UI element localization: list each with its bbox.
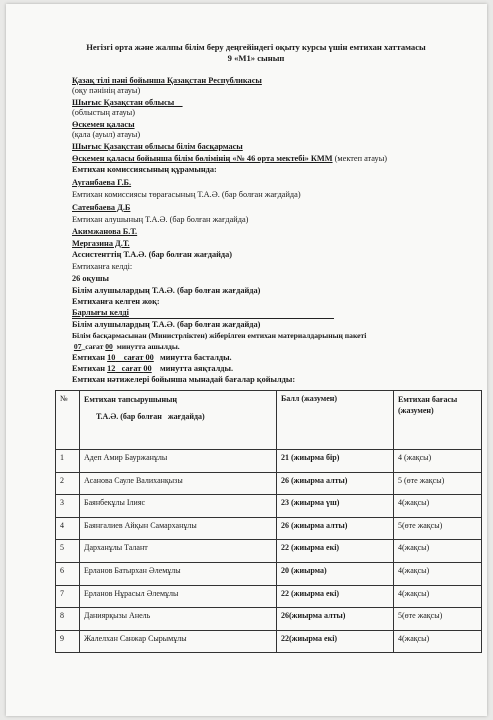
row-number: 3 <box>56 495 80 518</box>
table-row <box>56 472 482 495</box>
table-row <box>56 562 482 585</box>
absent-value-line <box>72 308 334 319</box>
examiner-name: Сатенбаева Д.Б <box>72 203 131 212</box>
score-cell: 21 (жиырма бір) <box>277 450 394 473</box>
table-row <box>56 608 482 631</box>
subject-value: Қазақ тілі пәні бойынша Қазақстан Республикасы <box>72 76 262 85</box>
school-value: Өскемен қаласы бойынша білім бөлімінің «№ 46 орта мектебі» КММ <box>72 154 333 163</box>
table-row <box>56 450 482 473</box>
start-minute: 00 <box>145 353 154 362</box>
assistant-name-1: Акимжанова Б.Т. <box>72 227 138 236</box>
student-name: Дарханұлы Талант <box>80 540 277 563</box>
student-name: Даниярқызы Анель <box>80 608 277 631</box>
table-row <box>56 517 482 540</box>
score-cell: 26 (жиырма алты) <box>277 472 394 495</box>
student-name: Асанова Сауле Валиханқызы <box>80 472 277 495</box>
score-cell: 23 (жиырма үш) <box>277 495 394 518</box>
assistant-name-2: Мергазина Д.Т. <box>72 239 130 248</box>
grades-table <box>55 390 482 653</box>
score-cell: 26(жиырма алты) <box>277 608 394 631</box>
absent-label: Емтиханға келген жоқ: <box>72 297 160 306</box>
chair-name: Ауганбаева Г.Б. <box>72 178 132 187</box>
student-name: Жалелхан Санжар Сырымұлы <box>80 630 277 653</box>
learners-caption-1: Білім алушылардың Т.А.Ә. (бар болған жағдайда) <box>72 286 261 295</box>
row-number: 1 <box>56 450 80 473</box>
assistant-caption: Ассистенттің Т.А.Ә. (бар болған жағдайда) <box>72 250 233 259</box>
absent-value: Барлығы келді <box>72 308 129 317</box>
row-number: 4 <box>56 517 80 540</box>
grade-cell: 5(өте жақсы) <box>394 517 482 540</box>
region-value: Шығыс Қазақстан облысы <box>72 98 183 107</box>
header-name: Емтихан тапсырушының Т.А.Ә. (бар болған жағдайда) <box>80 391 277 450</box>
came-label: Емтиханға келді: <box>72 262 133 271</box>
student-name: Ерланов Нұрасыл Әлемұлы <box>80 585 277 608</box>
protocol-page <box>6 4 487 716</box>
chair-caption: Емтихан комиссиясы төрағасының Т.А.Ә. (бар болған жағдайда) <box>72 190 301 199</box>
title-line-2: 9 «М1» сынып <box>227 53 285 63</box>
header-num: № <box>56 391 80 450</box>
student-name: Ерланов Батырхан Әлемұлы <box>80 562 277 585</box>
grade-cell: 4(жақсы) <box>394 585 482 608</box>
student-name: Адеп Амир Бауржанұлы <box>80 450 277 473</box>
grade-cell: 5 (өте жақсы) <box>394 472 482 495</box>
table-header-row <box>56 391 482 450</box>
row-number: 6 <box>56 562 80 585</box>
score-cell: 22(жиырма екі) <box>277 630 394 653</box>
student-name: Баянбекұлы Ілияс <box>80 495 277 518</box>
opened-line: 07_сағат 00 минутта ашылды. <box>73 342 180 351</box>
table-body <box>56 450 482 653</box>
score-cell: 22 (жиырма екі) <box>277 540 394 563</box>
examiner-caption: Емтихан алушының Т.А.Ә. (бар болған жағдайда) <box>72 215 249 224</box>
table-row <box>56 630 482 653</box>
grade-cell: 4(жақсы) <box>394 540 482 563</box>
table-row <box>56 495 482 518</box>
grade-cell: 4(жақсы) <box>394 495 482 518</box>
document-title <box>36 42 476 64</box>
results-line: Емтихан нәтижелері бойынша мынадай бағалар қойылды: <box>72 375 296 384</box>
row-number: 7 <box>56 585 80 608</box>
opened-minute: 00 <box>105 342 113 351</box>
row-number: 5 <box>56 540 80 563</box>
grade-cell: 4(жақсы) <box>394 630 482 653</box>
school-caption: (мектеп атауы) <box>332 154 388 163</box>
department-value: Шығыс Қазақстан облысы білім басқармасы <box>72 142 243 151</box>
title-line-1: Негізгі орта және жалпы білім беру деңгейіндегі оқыту курсы үшін емтихан хаттамасы <box>86 42 426 52</box>
end-hour: 12 <box>107 364 116 373</box>
learners-caption-2: Білім алушылардың Т.А.Ә. (бар болған жағдайда) <box>72 320 261 329</box>
score-cell: 22 (жиырма екі) <box>277 585 394 608</box>
package-line: Білім басқармасынан (Министрліктен) жіберілген емтихан материалдарының пакеті <box>72 331 367 340</box>
header-score: Балл (жазумен) <box>277 391 394 450</box>
score-cell: 26 (жиырма алты) <box>277 517 394 540</box>
end-minute: 00 <box>143 364 152 373</box>
student-name: Баянгалиев Айқын Самарханұлы <box>80 517 277 540</box>
city-caption: (қала (ауыл) атауы) <box>72 130 141 139</box>
table-row <box>56 540 482 563</box>
start-hour: 10 <box>107 353 116 362</box>
city-value: Өскемен қаласы <box>72 120 135 129</box>
opened-hour: 07 <box>73 342 82 351</box>
table-row <box>56 585 482 608</box>
commission-heading: Емтихан комиссиясының құрамында: <box>72 165 217 174</box>
row-number: 2 <box>56 472 80 495</box>
school-line <box>72 154 387 164</box>
header-grade: Емтихан бағасы (жазумен) <box>394 391 482 450</box>
grade-cell: 4 (жақсы) <box>394 450 482 473</box>
subject-caption: (оқу пәнінің атауы) <box>72 86 141 95</box>
grade-cell: 5(өте жақсы) <box>394 608 482 631</box>
came-count: 26 оқушы <box>72 274 109 283</box>
start-line: Емтихан 10 сағат 00 минутта басталды. <box>72 353 232 362</box>
grade-cell: 4(жақсы) <box>394 562 482 585</box>
score-cell: 20 (жиырма) <box>277 562 394 585</box>
row-number: 8 <box>56 608 80 631</box>
end-line: Емтихан 12 сағат 00 минутта аяқталды. <box>72 364 234 373</box>
region-caption: (облыстың атауы) <box>72 108 135 117</box>
row-number: 9 <box>56 630 80 653</box>
